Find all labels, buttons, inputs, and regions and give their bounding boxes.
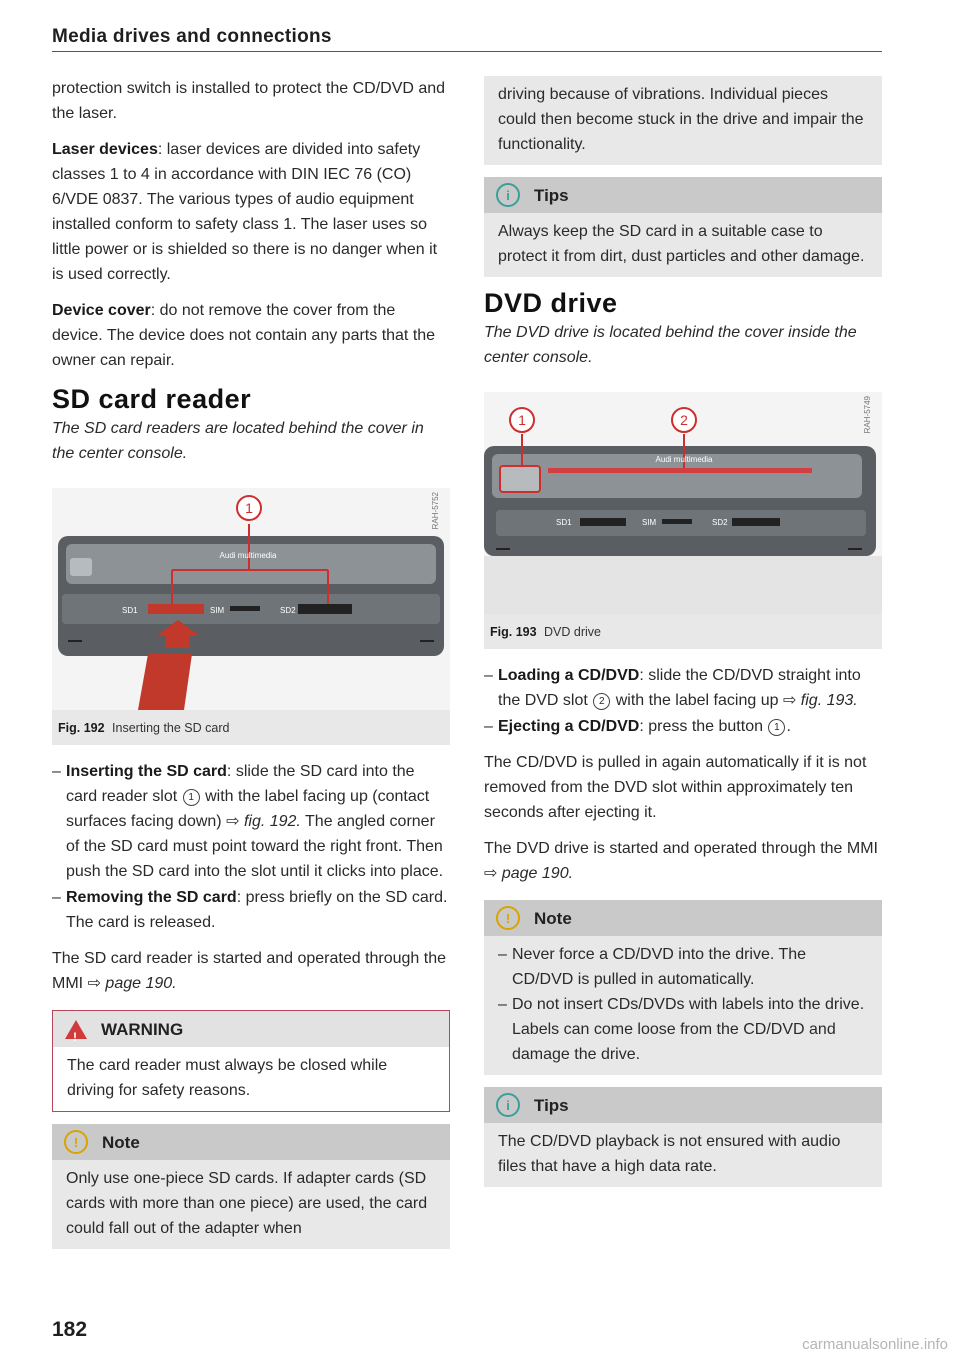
figure-192-caption [52, 710, 450, 745]
note-body [484, 936, 882, 1075]
callout-ref-2: 2 [593, 693, 610, 710]
step-text: with the label facing up [615, 692, 779, 709]
figure-link[interactable]: ⇨ fig. 192. [226, 813, 301, 830]
note-title: Note [534, 908, 572, 928]
slot-sd1-label: SD1 [122, 606, 138, 615]
step-text: : slide the SD card into the card reader slot [66, 763, 415, 805]
page-link[interactable]: ⇨ page 190. [87, 975, 177, 992]
warning-icon: ! [65, 1020, 87, 1039]
sd-steps [52, 759, 450, 935]
sd1-slot [148, 604, 204, 614]
paragraph-protection: protection switch is installed to protect the CD/DVD and the laser. [52, 80, 446, 122]
step-term: Loading a CD/DVD [498, 667, 640, 684]
note-box-left [52, 1124, 450, 1249]
term-laser: Laser devices [52, 141, 158, 158]
step-text: : slide the CD/DVD straight into the DVD slot [498, 667, 861, 709]
figure-193 [484, 392, 882, 649]
heading-sd-card-reader: SD card reader [52, 384, 252, 414]
slot-sd2-label: SD2 [280, 606, 296, 615]
note-icon: ! [496, 906, 520, 930]
sd-reader-illustration [52, 488, 450, 710]
note-continuation [484, 76, 882, 165]
paragraph-dvd-pulled: The CD/DVD is pulled in again automatically if it is not removed from the DVD slot within approximately ten seconds after ejecting it. [484, 754, 867, 821]
left-column [52, 76, 450, 1261]
page-number: 182 [52, 1318, 88, 1341]
section-title: Media drives and connections [52, 26, 332, 47]
step-text: : press briefly on the SD card. The card is released. [66, 889, 448, 931]
caption-label: Fig. 193 [490, 625, 537, 639]
figure-code: RAH-5752 [431, 492, 440, 530]
note-icon: ! [64, 1130, 88, 1154]
note-item: – Do not insert CDs/DVDs with labels into the drive. Labels can come loose from the CD/DVD and damage the drive. [498, 992, 868, 1067]
step-insert-sd [52, 759, 450, 884]
info-icon: i [496, 1093, 520, 1117]
tips-title: Tips [534, 1095, 569, 1115]
note-header [484, 900, 882, 936]
step-term: Removing the SD card [66, 889, 237, 906]
step-term: Ejecting a CD/DVD [498, 718, 640, 735]
page-link[interactable]: ⇨ page 190. [484, 865, 574, 882]
callout-ref-1: 1 [768, 719, 785, 736]
note-item: – Never force a CD/DVD into the drive. The CD/DVD is pulled in automatically. [498, 942, 868, 992]
paragraph-dvd-started [484, 836, 882, 886]
note-box-right [484, 900, 882, 1075]
step-term: Inserting the SD card [66, 763, 227, 780]
started-text: The DVD drive is started and operated through the MMI [484, 840, 878, 857]
paragraph-cover [52, 298, 450, 373]
info-icon: i [496, 183, 520, 207]
note-title: Note [102, 1132, 140, 1152]
step-load-dvd [484, 663, 882, 713]
tips-title: Tips [534, 185, 569, 205]
header-rule [52, 51, 882, 52]
dvd-drive-illustration [484, 392, 882, 614]
paragraph-sd-started [52, 946, 450, 996]
tips-header [484, 177, 882, 213]
step-text: The angled corner of the SD card must point toward the right front. Then push the SD card into the slot until it clicks into place. [66, 813, 444, 880]
paragraph-laser [52, 137, 450, 287]
figure-192 [52, 488, 450, 745]
tips-box-2 [484, 1087, 882, 1187]
step-remove-sd [52, 885, 450, 935]
figure-code: RAH-5749 [863, 396, 872, 434]
laser-text: : laser devices are divided into safety classes 1 to 4 in accordance with DIN IEC 76 (CO) 6/VDE 0837. The various types of audio equipment installed conform to safety class 1. The laser uses so little power or is shielded so there is no danger when it is used correctly. [52, 141, 438, 283]
callout-1: 1 [245, 500, 253, 516]
warning-box [52, 1010, 450, 1112]
figure-193-image [484, 392, 882, 614]
warning-body: The card reader must always be closed while driving for safety reasons. [53, 1047, 449, 1111]
tips-box-1 [484, 177, 882, 277]
slot-sd2-label: SD2 [712, 518, 728, 527]
callout-1: 1 [518, 412, 526, 428]
callout-2: 2 [680, 412, 688, 428]
dvd-steps [484, 663, 882, 739]
figure-link[interactable]: ⇨ fig. 193. [782, 692, 858, 709]
note-list [498, 942, 868, 1067]
caption-label: Fig. 192 [58, 721, 105, 735]
slot-sd1-label: SD1 [556, 518, 572, 527]
note-header [52, 1124, 450, 1160]
brand-label: Audi multimedia [219, 551, 277, 560]
tips-body: Always keep the SD card in a suitable case to protect it from dirt, dust particles and other damage. [484, 213, 882, 277]
caption-text: Inserting the SD card [112, 721, 230, 735]
term-cover: Device cover [52, 302, 151, 319]
cover-text: : do not remove the cover from the device. The device does not contain any parts that the owner can repair. [52, 302, 436, 369]
intro-dvd: The DVD drive is located behind the cover inside the center console. [484, 324, 857, 366]
slot-sim-label: SIM [642, 518, 657, 527]
watermark: carmanualsonline.info [802, 1336, 948, 1353]
figure-192-image [52, 488, 450, 710]
caption-text: DVD drive [544, 625, 601, 639]
brand-label: Audi multimedia [655, 455, 713, 464]
warning-title: WARNING [101, 1019, 184, 1039]
slot-sim-label: SIM [210, 606, 225, 615]
figure-193-caption [484, 614, 882, 649]
step-text: : press the button [639, 718, 763, 735]
intro-sd: The SD card readers are located behind the cover in the center console. [52, 420, 424, 462]
right-column [484, 76, 882, 1199]
callout-ref-1: 1 [183, 789, 200, 806]
tips-header [484, 1087, 882, 1123]
step-eject-dvd: – Ejecting a CD/DVD: press the button 1 . [484, 714, 882, 739]
warning-header [53, 1011, 449, 1047]
heading-dvd-drive: DVD drive [484, 288, 618, 318]
tips-body: The CD/DVD playback is not ensured with audio files that have a high data rate. [484, 1123, 882, 1187]
note-continuation-body: driving because of vibrations. Individual pieces could then become stuck in the drive and impair the functionality. [484, 76, 882, 165]
note-body: Only use one-piece SD cards. If adapter cards (SD cards with more than one piece) are used, the card could fall out of the adapter when [52, 1160, 450, 1249]
started-text: The SD card reader is started and operated through the MMI [52, 950, 447, 992]
step-text: with the label facing up (contact surfaces facing down) [66, 788, 430, 830]
